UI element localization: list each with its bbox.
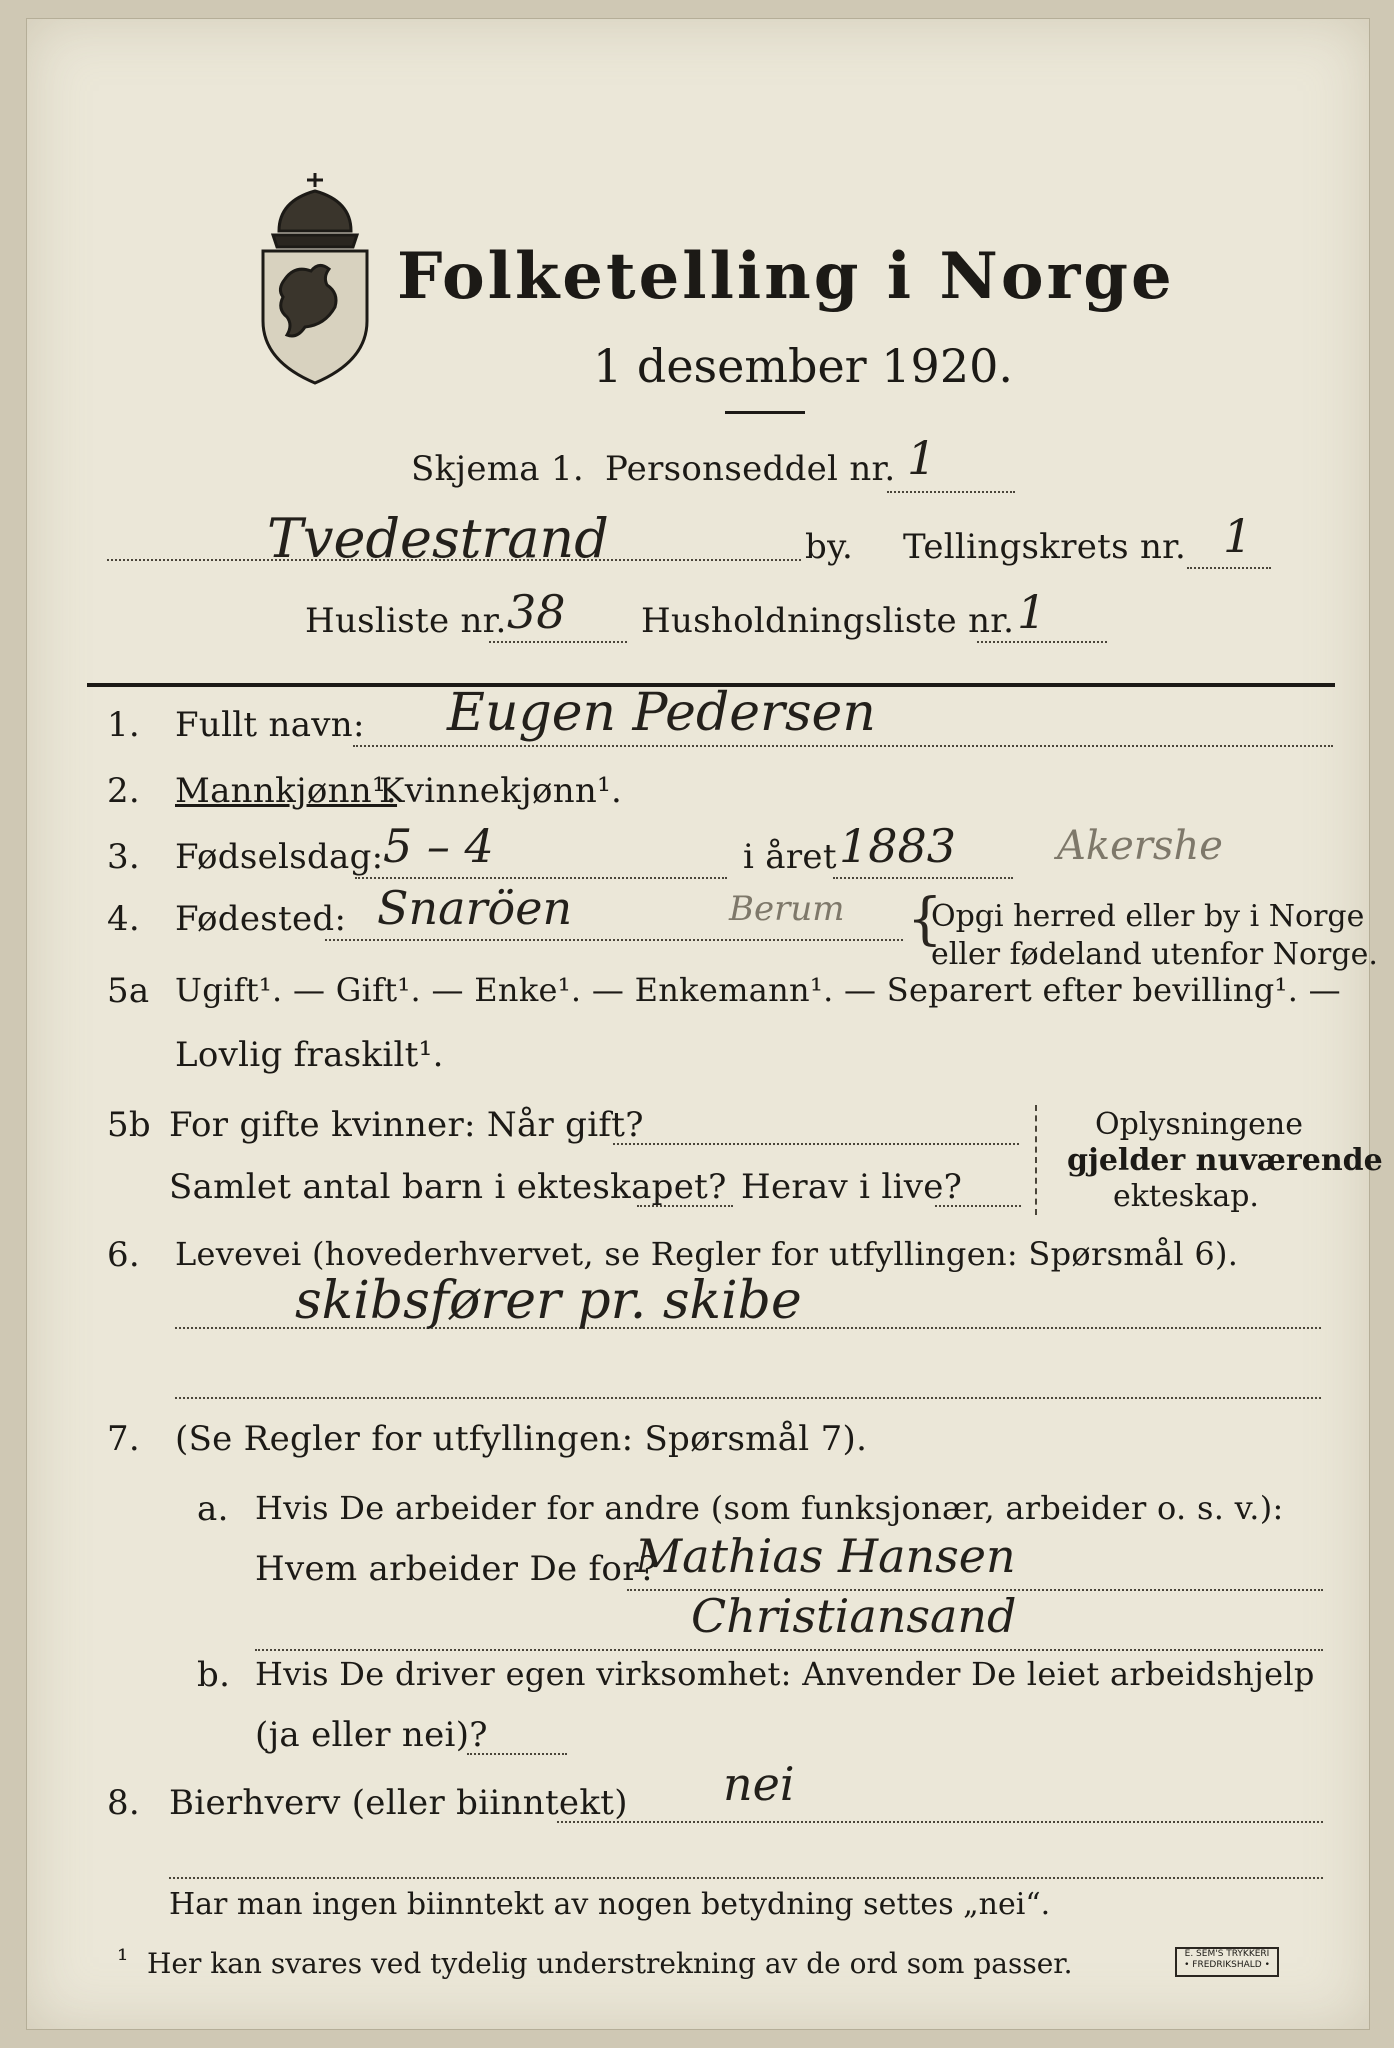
q5b-note-line3: ekteskap. <box>1113 1179 1259 1214</box>
sex-option-female[interactable]: Kvinnekjønn¹. <box>379 771 623 811</box>
q7a-text: Hvis De arbeider for andre (som funksjonær, arbeider o. s. v.): <box>255 1489 1284 1527</box>
q6-label: Levevei (hovederhvervet, se Regler for utfyllingen: Spørsmål 6). <box>175 1235 1239 1273</box>
q4-label: Fødested: <box>175 899 347 939</box>
printer-stamp-line1: E. SEM'S TRYKKERI <box>1184 1949 1270 1959</box>
q8-label: Bierhverv (eller biinntekt) <box>169 1783 628 1823</box>
q3-label: Fødselsdag: <box>175 837 384 877</box>
tellingskrets-label: Tellingskrets nr. <box>903 527 1187 567</box>
q4-note-line1: Opgi herred eller by i Norge <box>931 899 1365 934</box>
personseddel-value[interactable]: 1 <box>907 431 937 485</box>
q5b-number: 5b <box>107 1105 151 1145</box>
marital-status-divorced[interactable]: Lovlig fraskilt¹. <box>175 1035 444 1075</box>
birthplace-value[interactable]: Snaröen <box>377 881 573 935</box>
census-form <box>26 18 1383 2030</box>
husliste-label: Husliste nr. <box>305 601 507 641</box>
skjema-label: Skjema 1. <box>411 449 585 489</box>
coat-of-arms-icon <box>249 169 381 387</box>
employer-value[interactable]: Mathias Hansen <box>635 1529 1016 1583</box>
children-count-label: Samlet antal barn i ekteskapet? <box>169 1167 727 1207</box>
husliste-value[interactable]: 38 <box>507 585 566 639</box>
q7-label: (Se Regler for utfyllingen: Spørsmål 7). <box>175 1419 868 1459</box>
employer-location-value[interactable]: Christiansand <box>691 1589 1017 1643</box>
q5b-note-line1: Oplysningene <box>1095 1107 1304 1142</box>
q4-note-line2: eller fødeland utenfor Norge. <box>931 937 1378 972</box>
sex-option-male[interactable]: Mannkjønn¹. <box>175 771 398 811</box>
q8-number: 8. <box>107 1783 141 1823</box>
employer-label: Hvem arbeider De for? <box>255 1549 658 1589</box>
q7b-letter: b. <box>197 1655 231 1695</box>
husholdning-value[interactable]: 1 <box>1017 585 1047 639</box>
printer-stamp-line2: • FREDRIKSHALD • <box>1184 1960 1270 1970</box>
q4-number: 4. <box>107 899 141 939</box>
by-value[interactable]: Tvedestrand <box>267 507 609 570</box>
side-income-value[interactable]: nei <box>723 1757 795 1811</box>
title-divider <box>725 411 805 414</box>
census-date: 1 desember 1920. <box>593 339 1013 393</box>
full-name-value[interactable]: Eugen Pedersen <box>447 683 876 743</box>
q1-label: Fullt navn: <box>175 705 365 745</box>
hired-help-label: (ja eller nei)? <box>255 1715 488 1755</box>
birth-extra-note: Akershe <box>1057 823 1223 869</box>
q5a-number: 5a <box>107 971 150 1011</box>
by-label: by. <box>805 527 854 567</box>
q7b-text: Hvis De driver egen virksomhet: Anvender De leiet arbeidshjelp <box>255 1655 1315 1693</box>
marital-status-options[interactable]: Ugift¹. — Gift¹. — Enke¹. — Enkemann¹. — Separert efter bevilling¹. — <box>175 971 1341 1009</box>
q6-number: 6. <box>107 1235 141 1275</box>
birthplace-municipality: Berum <box>729 889 845 929</box>
q2-number: 2. <box>107 771 141 811</box>
q7-number: 7. <box>107 1419 141 1459</box>
married-when-label: For gifte kvinner: Når gift? <box>169 1105 644 1145</box>
personseddel-label: Personseddel nr. <box>605 449 896 489</box>
q1-number: 1. <box>107 705 141 745</box>
children-alive-label: Herav i live? <box>741 1167 963 1207</box>
printer-stamp <box>1175 1947 1279 1977</box>
occupation-value[interactable]: skibsfører pr. skibe <box>295 1271 802 1331</box>
form-title: Folketelling i Norge <box>397 239 1175 314</box>
footnote-mark: ¹ <box>117 1943 129 1976</box>
birthdate-value[interactable]: 5 – 4 <box>383 819 494 873</box>
q3-number: 3. <box>107 837 141 877</box>
footnote-text: Her kan svares ved tydelig understrekning av de ord som passer. <box>147 1947 1073 1980</box>
husholdning-label: Husholdningsliste nr. <box>641 601 1015 641</box>
q5b-note-line2: gjelder nuværende <box>1067 1143 1383 1178</box>
q7a-letter: a. <box>197 1489 229 1529</box>
tellingskrets-value[interactable]: 1 <box>1223 509 1253 563</box>
year-label: i året <box>743 837 837 877</box>
q4-brace: { <box>907 887 943 952</box>
footer-note: Har man ingen biinntekt av nogen betydning settes „nei“. <box>169 1887 1051 1922</box>
birth-year-value[interactable]: 1883 <box>839 819 957 873</box>
